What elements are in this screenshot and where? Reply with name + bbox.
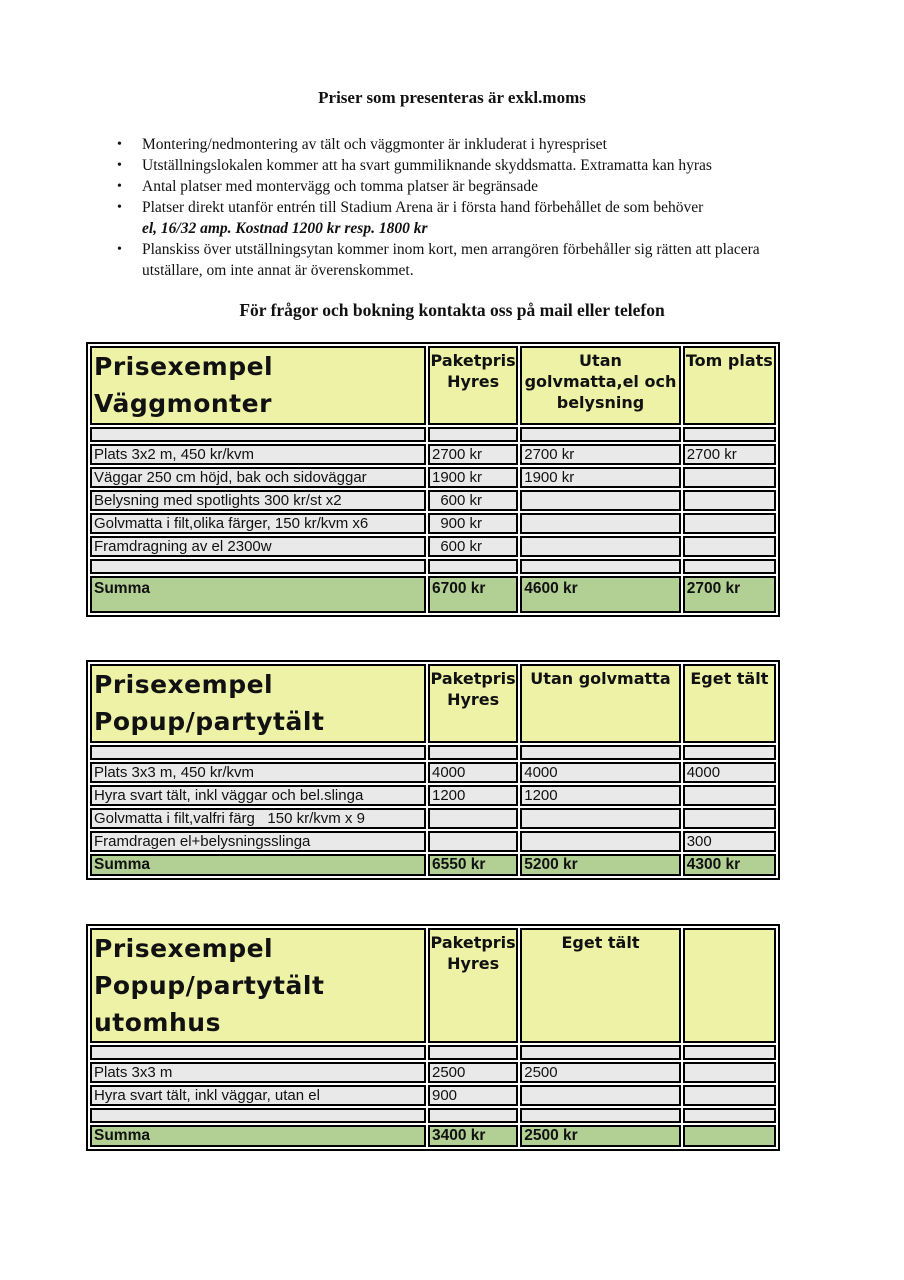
table-row: [90, 467, 776, 488]
table-cell: 1900 kr: [428, 467, 518, 488]
table-row: [90, 762, 776, 783]
summa-value: 3400 kr: [428, 1125, 518, 1147]
table-cell: [428, 808, 518, 829]
table-row: [90, 1062, 776, 1083]
bullet-text: Montering/nedmontering av tält och väggmonter är inkluderat i hyrespriset: [142, 136, 607, 153]
table-cell: [683, 785, 776, 806]
table-cell: [90, 427, 426, 442]
table-cell: [683, 513, 776, 534]
table-cell: [90, 559, 426, 574]
table-title: [90, 664, 426, 743]
column-header: Paketpris Hyres: [428, 664, 518, 743]
summa-row: [90, 1125, 776, 1147]
table-header-row: [90, 346, 776, 425]
column-header: Eget tält: [683, 664, 776, 743]
table-cell: Golvmatta i filt,olika färger, 150 kr/kvm x6: [90, 513, 426, 534]
table-row: [90, 1085, 776, 1106]
table-cell: [520, 1108, 680, 1123]
summa-row: [90, 576, 776, 613]
table-cell: 900: [428, 1085, 518, 1106]
summa-label: Summa: [90, 576, 426, 613]
table-title: [90, 346, 426, 425]
table-header-row: [90, 664, 776, 743]
table-cell: 2500: [520, 1062, 680, 1083]
column-header: Utan golvmatta,el och belysning: [520, 346, 680, 425]
table-cell: 600 kr: [428, 536, 518, 557]
summa-row: [90, 854, 776, 876]
table-cell: [520, 513, 680, 534]
table-cell: Väggar 250 cm höjd, bak och sidoväggar: [90, 467, 426, 488]
bullet-text-main: Platser direkt utanför entrén till Stadium Arena är i första hand förbehållet de som behöver: [142, 199, 704, 216]
bullet-item: [112, 176, 824, 197]
table-title: [90, 928, 426, 1043]
table-row: [90, 1045, 776, 1060]
table-title-line1: Prisexempel: [94, 670, 274, 699]
price-table-popup-partytalt-utomhus: [86, 924, 780, 1151]
table-title-line1: Prisexempel: [94, 934, 274, 963]
table-cell: [520, 808, 680, 829]
table-cell: 1200: [428, 785, 518, 806]
table-title-line1: Prisexempel: [94, 352, 274, 381]
table-cell: [520, 745, 680, 760]
page-title: Priser som presenteras är exkl.moms: [318, 88, 586, 107]
column-header: [683, 928, 776, 1043]
table-cell: [683, 559, 776, 574]
bullet-text-emphasis: el, 16/32 amp. Kostnad 1200 kr resp. 1800 kr: [142, 220, 428, 237]
table-row: [90, 831, 776, 852]
table-cell: [90, 1045, 426, 1060]
bullet-marker-icon: •: [117, 200, 122, 215]
table-cell: [683, 1085, 776, 1106]
table-cell: 4000: [520, 762, 680, 783]
bullet-item: [112, 134, 824, 155]
bullet-list: [0, 134, 904, 281]
contact-heading: För frågor och bokning kontakta oss på mail eller telefon: [239, 300, 665, 320]
table-cell: [520, 559, 680, 574]
table-cell: [90, 745, 426, 760]
bullet-marker-icon: •: [117, 179, 122, 194]
column-header: Tom plats: [683, 346, 776, 425]
table-cell: [520, 1045, 680, 1060]
table-cell: 2700 kr: [683, 444, 776, 465]
table-cell: [428, 427, 518, 442]
table-cell: 300: [683, 831, 776, 852]
table-cell: [683, 427, 776, 442]
table-cell: 2700 kr: [428, 444, 518, 465]
summa-value: 2700 kr: [683, 576, 776, 613]
bullet-text: Utställningslokalen kommer att ha svart gummiliknande skyddsmatta. Extramatta kan hyras: [142, 157, 712, 174]
table-title-line2: Väggmonter: [94, 389, 272, 418]
table-cell: [683, 1062, 776, 1083]
table-cell: [520, 831, 680, 852]
summa-label: Summa: [90, 854, 426, 876]
table-row: [90, 785, 776, 806]
table-cell: Plats 3x3 m, 450 kr/kvm: [90, 762, 426, 783]
bullet-marker-icon: •: [117, 137, 122, 152]
bullet-marker-icon: •: [117, 158, 122, 173]
table-row: [90, 513, 776, 534]
summa-value: 5200 kr: [520, 854, 680, 876]
table-cell: [683, 808, 776, 829]
table-cell: [428, 831, 518, 852]
bullet-marker-icon: •: [117, 242, 122, 257]
table-cell: Framdragning av el 2300w: [90, 536, 426, 557]
table-cell: [683, 490, 776, 511]
table-row: [90, 808, 776, 829]
table-cell: Hyra svart tält, inkl väggar och bel.slinga: [90, 785, 426, 806]
table-cell: [428, 745, 518, 760]
bullet-item: [112, 239, 824, 281]
table-cell: 2700 kr: [520, 444, 680, 465]
column-header: Paketpris Hyres: [428, 346, 518, 425]
table-cell: [683, 1045, 776, 1060]
table-row: [90, 427, 776, 442]
table-cell: Hyra svart tält, inkl väggar, utan el: [90, 1085, 426, 1106]
summa-value: 6550 kr: [428, 854, 518, 876]
table-row: [90, 745, 776, 760]
table-cell: Plats 3x2 m, 450 kr/kvm: [90, 444, 426, 465]
bullet-text: [142, 197, 824, 239]
table-row: [90, 490, 776, 511]
table-row: [90, 536, 776, 557]
table-cell: 900 kr: [428, 513, 518, 534]
table-cell: [428, 1045, 518, 1060]
table-cell: Belysning med spotlights 300 kr/st x2: [90, 490, 426, 511]
table-cell: 2500: [428, 1062, 518, 1083]
table-header-row: [90, 928, 776, 1043]
table-cell: [90, 1108, 426, 1123]
table-cell: Plats 3x3 m: [90, 1062, 426, 1083]
table-cell: [683, 745, 776, 760]
table-title-line2: Popup/partytält utomhus: [94, 971, 325, 1037]
bullet-text: Planskiss över utställningsytan kommer inom kort, men arrangören förbehåller sig rätten att placera utställare, om inte annat är överenskommet.: [142, 241, 760, 279]
summa-value: 4600 kr: [520, 576, 680, 613]
table-cell: Golvmatta i filt,valfri färg 150 kr/kvm x 9: [90, 808, 426, 829]
table-cell: 4000: [683, 762, 776, 783]
table-cell: [520, 490, 680, 511]
table-title-line2: Popup/partytält: [94, 707, 325, 736]
summa-value: 4300 kr: [683, 854, 776, 876]
price-table-popup-partytalt: [86, 660, 780, 880]
summa-label: Summa: [90, 1125, 426, 1147]
table-cell: 1200: [520, 785, 680, 806]
table-cell: [683, 536, 776, 557]
table-row: [90, 1108, 776, 1123]
table-cell: [428, 1108, 518, 1123]
table-cell: 4000: [428, 762, 518, 783]
table-cell: 1900 kr: [520, 467, 680, 488]
table-cell: [428, 559, 518, 574]
summa-value: 6700 kr: [428, 576, 518, 613]
table-cell: [520, 1085, 680, 1106]
table-cell: [520, 427, 680, 442]
table-row: [90, 444, 776, 465]
column-header: Utan golvmatta: [520, 664, 680, 743]
column-header: Eget tält: [520, 928, 680, 1043]
table-cell: 600 kr: [428, 490, 518, 511]
column-header: Paketpris Hyres: [428, 928, 518, 1043]
table-cell: [683, 467, 776, 488]
table-cell: [520, 536, 680, 557]
table-row: [90, 559, 776, 574]
price-table-vaggmonter: [86, 342, 780, 617]
bullet-item: [112, 197, 824, 239]
bullet-text: Antal platser med montervägg och tomma platser är begränsade: [142, 178, 538, 195]
table-cell: Framdragen el+belysningsslinga: [90, 831, 426, 852]
bullet-item: [112, 155, 824, 176]
summa-value: [683, 1125, 776, 1147]
table-cell: [683, 1108, 776, 1123]
summa-value: 2500 kr: [520, 1125, 680, 1147]
